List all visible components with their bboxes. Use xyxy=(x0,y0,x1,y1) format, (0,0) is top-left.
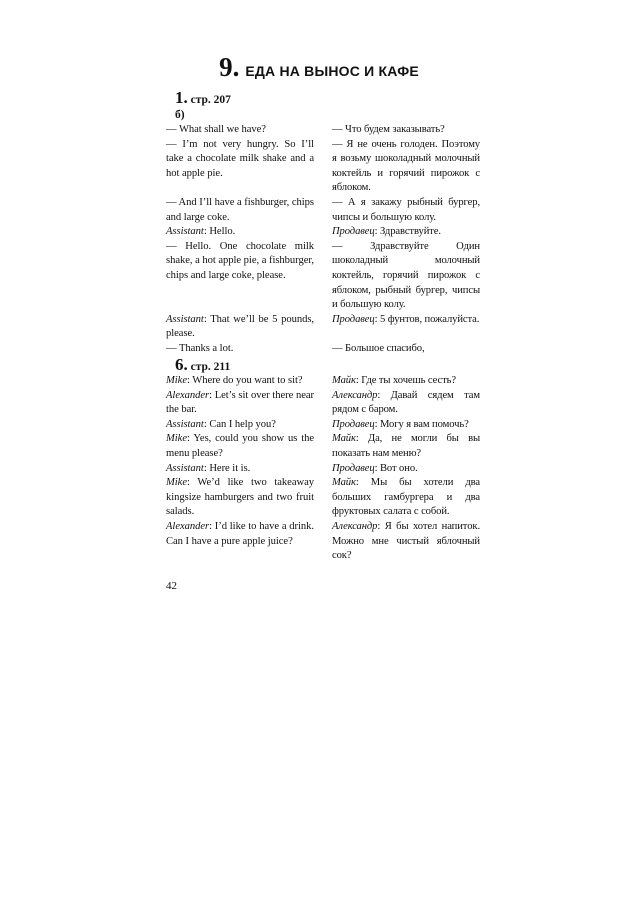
speaker-name: Александр xyxy=(332,520,378,532)
speaker-name: Alexander xyxy=(166,520,210,532)
russian-line xyxy=(332,225,480,240)
russian-line xyxy=(332,123,480,138)
dialogue-row xyxy=(166,374,480,389)
dialogue-row xyxy=(166,313,480,342)
speaker-name: Продавец xyxy=(332,462,375,474)
chapter-title: ЕДА НА ВЫНОС И КАФЕ xyxy=(245,63,419,79)
exercise-6-number: 6. xyxy=(175,355,188,374)
speaker-name: Alexander xyxy=(166,389,210,401)
english-line xyxy=(166,389,314,418)
russian-line xyxy=(332,462,480,477)
line-text: : Let’s sit over there near the bar. xyxy=(166,389,314,416)
speaker-name: Assistant xyxy=(166,313,204,325)
speaker-name: Продавец xyxy=(332,418,375,430)
speaker-name: Продавец xyxy=(332,226,375,238)
line-text: : Can I help you? xyxy=(203,418,276,430)
line-text: — А я закажу рыбный бургер, чипсы и большую колу. xyxy=(332,196,480,223)
line-text: : Yes, could you show us the menu please? xyxy=(166,433,314,459)
line-text: : Могу я вам помочь? xyxy=(374,418,469,430)
speaker-name: Mike xyxy=(166,375,187,386)
line-text: : 5 фунтов, пожалуйста. xyxy=(374,313,480,325)
line-text: : Here it is. xyxy=(203,462,251,474)
speaker-name: Assistant xyxy=(166,462,204,474)
line-text: — Hello. One chocolate milk shake, a hot apple pie, a fishburger, chips and large coke, please. xyxy=(166,240,314,281)
dialogue-row xyxy=(166,123,480,138)
line-text: — Здравствуйте Один шоколадный молочный коктейль, горячий пирожок с яблоком, рыбный бургер, чипсы и большую колу. xyxy=(332,240,480,311)
dialogue-row xyxy=(166,225,480,240)
english-line xyxy=(166,418,314,433)
english-line xyxy=(166,374,314,389)
english-line xyxy=(166,123,314,138)
dialogue-row xyxy=(166,520,480,564)
chapter-number: 9. xyxy=(219,52,240,82)
dialogue-row xyxy=(166,138,480,196)
exercise-1-number: 1. xyxy=(175,88,188,107)
dialogue-1 xyxy=(166,123,480,357)
exercise-1-page-ref: стр. 207 xyxy=(187,94,231,106)
page-number: 42 xyxy=(166,580,177,592)
russian-line xyxy=(332,476,480,520)
line-text: : Where do you want to sit? xyxy=(186,375,303,386)
russian-line xyxy=(332,138,480,196)
russian-line xyxy=(332,389,480,418)
speaker-name: Mike xyxy=(166,477,187,489)
english-line xyxy=(166,476,314,520)
line-text: : Вот оно. xyxy=(374,462,418,474)
dialogue-row xyxy=(166,196,480,225)
english-line xyxy=(166,196,314,225)
speaker-name: Продавец xyxy=(332,313,375,325)
line-text: — Thanks a lot. xyxy=(166,342,234,354)
line-text: : Мы бы хотели два больших гамбургера и два фруктовых салата с собой. xyxy=(332,477,480,518)
russian-line xyxy=(332,196,480,225)
dialogue-row xyxy=(166,476,480,520)
speaker-name: Assistant xyxy=(166,226,204,238)
line-text: : We’d like two takeaway kingsize hamburgers and two fruit salads. xyxy=(166,477,314,518)
line-text: : Где ты хочешь сесть? xyxy=(355,375,456,386)
dialogue-row xyxy=(166,240,480,313)
line-text: : Да, не могли бы вы показать нам меню? xyxy=(332,433,480,459)
speaker-name: Assistant xyxy=(166,418,204,430)
exercise-1-heading xyxy=(175,88,231,108)
line-text: — Я не очень голоден. Поэтому я возьму шоколадный молочный коктейль и горячий пирожок с яблоком. xyxy=(332,138,480,194)
line-text: — I’m not very hungry. So I’ll take a chocolate milk shake and a hot apple pie. xyxy=(166,138,314,179)
line-text: — Большое спасибо, xyxy=(332,342,425,354)
line-text: : Я бы хотел напиток. Можно мне чистый яблочный сок? xyxy=(332,520,480,562)
russian-line xyxy=(332,240,480,313)
chapter-heading xyxy=(0,52,638,83)
line-text: : Здравствуйте. xyxy=(374,226,441,238)
english-line xyxy=(166,462,314,477)
russian-line xyxy=(332,374,480,389)
english-line xyxy=(166,225,314,240)
english-line xyxy=(166,240,314,284)
russian-line xyxy=(332,313,480,328)
line-text: — What shall we have? xyxy=(166,124,266,135)
dialogue-6 xyxy=(166,374,480,564)
speaker-name: Майк xyxy=(332,433,356,445)
line-text: — And I’ll have a fishburger, chips and large coke. xyxy=(166,196,314,223)
russian-line xyxy=(332,418,480,433)
line-text: : Давай сядем там рядом с баром. xyxy=(332,389,480,416)
speaker-name: Александр xyxy=(332,389,378,401)
exercise-6-page-ref: стр. 211 xyxy=(187,361,231,373)
exercise-6-heading xyxy=(175,355,230,375)
line-text: — Что будем заказывать? xyxy=(332,124,445,135)
dialogue-row xyxy=(166,389,480,418)
exercise-1-letter: б) xyxy=(175,109,185,121)
dialogue-row xyxy=(166,418,480,433)
russian-line xyxy=(332,520,480,564)
russian-line xyxy=(332,342,480,357)
english-line xyxy=(166,313,314,342)
english-line xyxy=(166,138,314,182)
dialogue-row xyxy=(166,462,480,477)
speaker-name: Майк xyxy=(332,477,356,489)
dialogue-row xyxy=(166,432,480,461)
speaker-name: Майк xyxy=(332,375,356,386)
russian-line xyxy=(332,432,480,461)
line-text: : I’d like to have a drink. Can I have a pure apple juice? xyxy=(166,520,314,547)
english-line xyxy=(166,520,314,549)
line-text: : That we’ll be 5 pounds, please. xyxy=(166,313,314,340)
speaker-name: Mike xyxy=(166,433,187,445)
english-line xyxy=(166,432,314,461)
line-text: : Hello. xyxy=(203,226,236,238)
